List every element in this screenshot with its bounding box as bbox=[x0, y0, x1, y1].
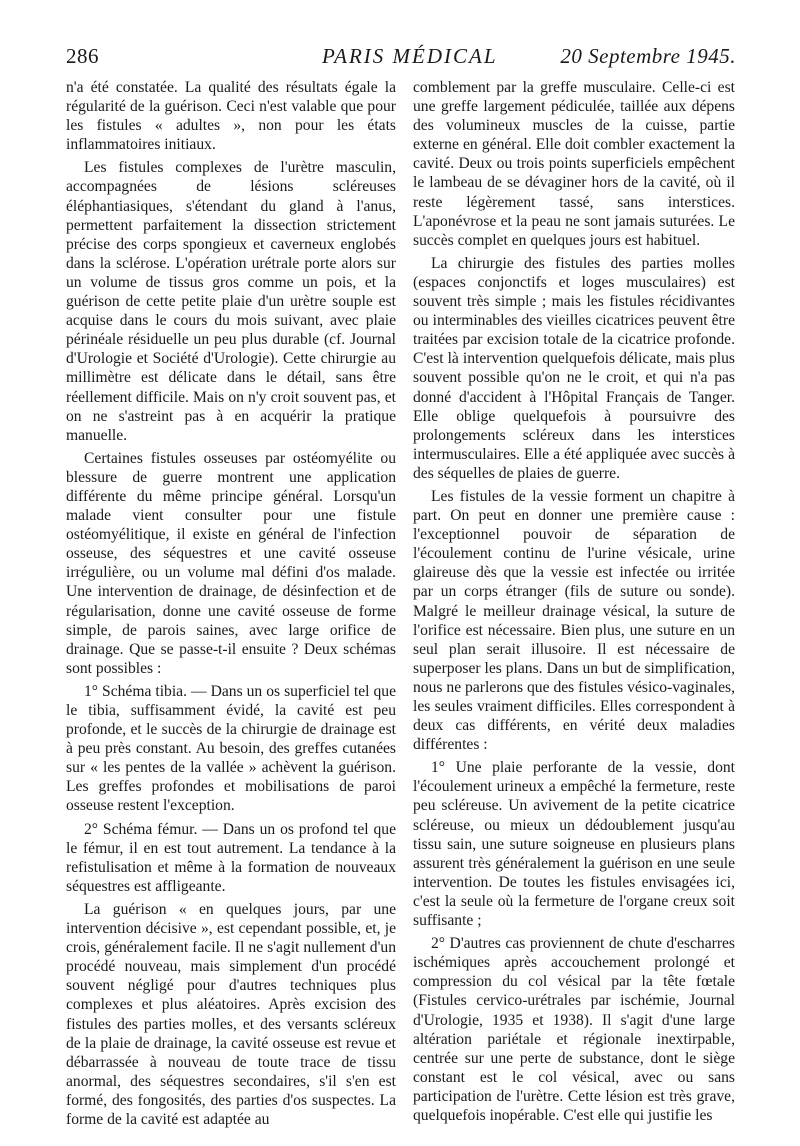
paragraph: 2° Schéma fémur. — Dans un os profond tel que le fémur, il en est tout autrement. La tendance à la refistulisation et même à la formation de nouveaux séquestres est affligeante. bbox=[66, 820, 396, 895]
paragraph: n'a été constatée. La qualité des résultats égale la régularité de la guérison. Ceci n'est valable que pour les fistules « adultes », non pour les états inflammatoires initiaux. bbox=[66, 79, 396, 154]
issue-date: 20 Septembre 1945. bbox=[560, 44, 736, 68]
paragraph: comblement par la greffe musculaire. Celle-ci est une greffe largement pédiculée, taillée aux dépens des volumineux muscles de la cuisse, partie externe en général. Elle doit combler exactement la cavité. Deux ou trois points superficiels empêchent le lambeau de se dévaginer hors de la cavité, où il reste légèrement tassé, sans interstices. L'aponévrose et la peau ne sont jamais suturées. Le succès complet en quelques jours est habituel. bbox=[413, 79, 735, 249]
left-column bbox=[66, 78, 396, 1133]
paragraph: Les fistules complexes de l'urètre masculin, accompagnées de lésions scléreuses éléphantiasiques, s'étendant du gland à l'anus, permettent parfaitement la dissection strictement précise des corps spongieux et caverneux englobés dans la sclérose. L'opération urétrale porte alors sur un volume de tissus gros comme un pois, et la guérison de cette petite plaie d'un urètre souple est acquise dans le cours du mois suivant, avec plaie périnéale résiduelle un peu plus durable (cf. Journal d'Urologie et Société d'Urologie). Cette chirurgie au millimètre est délicate dans le détail, sans être réellement difficile. Mais on n'y croit souvent pas, et on ne s'astreint pas à en acquérir la pratique manuelle. bbox=[66, 159, 396, 444]
paragraph: Certaines fistules osseuses par ostéomyélite ou blessure de guerre montrent une application différente du même principe général. Lorsqu'un malade vient consulter pour une fistule ostéomyélitique, il existe en général de l'infection osseuse, des séquestres et une cavité osseuse irrégulière, ou un volume mal défini d'os malade. Une intervention de drainage, de désinfection et de régularisation, donne une cavité osseuse de forme simple, de parois saines, avec large orifice de drainage. Que se passe-t-il ensuite ? Deux schémas sont possibles : bbox=[66, 449, 396, 677]
running-header bbox=[66, 44, 736, 80]
paragraph: La chirurgie des fistules des parties molles (espaces conjonctifs et loges musculaires) est souvent très simple ; mais les fistules récidivantes ou interminables des vieilles cicatrices peuvent être traitées par excision totale de la cicatrice profonde. C'est là intervention quelquefois délicate, mais plus souvent possible qu'on ne le croit, et qui n'a pas donné d'accident à l'Hôpital Français de Tanger. Elle oblige quelquefois à poursuivre des prolongements scléreux dans les interstices intermusculaires. Elle a été appliquée avec succès à des séquelles de plaies de guerre. bbox=[413, 254, 735, 482]
paragraph: 1° Schéma tibia. — Dans un os superficiel tel que le tibia, suffisamment évidé, la cavité est peu profonde, et le succès de la chirurgie de drainage est à peu près constant. Au besoin, des greffes cutanées sur « les pentes de la vallée » achèvent la guérison. Les greffes profondes et mobilisations de paroi osseuse restent l'exception. bbox=[66, 682, 396, 815]
paragraph: Les fistules de la vessie forment un chapitre à part. On peut en donner une première cause : l'exceptionnel pouvoir de séparation de l'écoulement continu de l'urine vésicale, urine glaireuse dès que la vessie est infectée ou irritée par un corps étranger (fils de suture ou sonde). Malgré le meilleur drainage vésical, la suture de l'orifice est nécessaire. Bien plus, une suture en un seul plan serait illusoire. Il est nécessaire de superposer les plans. Dans un but de simplification, nous ne parlerons que des fistules vésico-vaginales, les seules vraiment difficiles. Elles correspondent à deux cas différents, en vérité deux maladies différentes : bbox=[413, 487, 735, 754]
right-column bbox=[413, 78, 735, 1129]
paragraph: 2° D'autres cas proviennent de chute d'escharres ischémiques après accouchement prolongé et compression du col vésical par la tête fœtale (Fistules cervico-urétrales par ischémie, Journal d'Urologie, 1935 et 1938). Il s'agit d'une large altération pariétale et régionale inextirpable, centrée sur une perte de substance, dont le siège constant est le col vésical, avec ou sans participation de l'urètre. Cette lésion est très grave, quelquefois inopérable. C'est elle qui justifie les bbox=[413, 935, 735, 1124]
page-number: 286 bbox=[66, 44, 99, 68]
paragraph: La guérison « en quelques jours, par une intervention décisive », est cependant possible, et, je crois, généralement facile. Il ne s'agit nullement d'un procédé nouveau, mais simplement d'un procédé souvent négligé pour d'autres techniques plus complexes et plus aléatoires. Après excision des fistules des parties molles, et des versants scléreux de la plaie de drainage, la cavité osseuse est revue et débarrassée à nouveau de toute trace de tissu anormal, des séquestres secondaires, s'il s'en est formé, des fongosités, des parties d'os suspectes. La forme de la cavité est adaptée au bbox=[66, 900, 396, 1128]
paragraph: 1° Une plaie perforante de la vessie, dont l'écoulement urineux a empêché la fermeture, reste peu scléreuse. Un avivement de la petite cicatrice scléreuse, ou mieux un dédoublement jusqu'au tissu sain, une suture soigneuse en plusieurs plans assurent très généralement la guérison en une seule intervention. De toutes les fistules envisagées ici, c'est la seule où la fermeture de l'organe creux soit suffisante ; bbox=[413, 759, 735, 930]
journal-title: PARIS MÉDICAL bbox=[322, 44, 498, 68]
